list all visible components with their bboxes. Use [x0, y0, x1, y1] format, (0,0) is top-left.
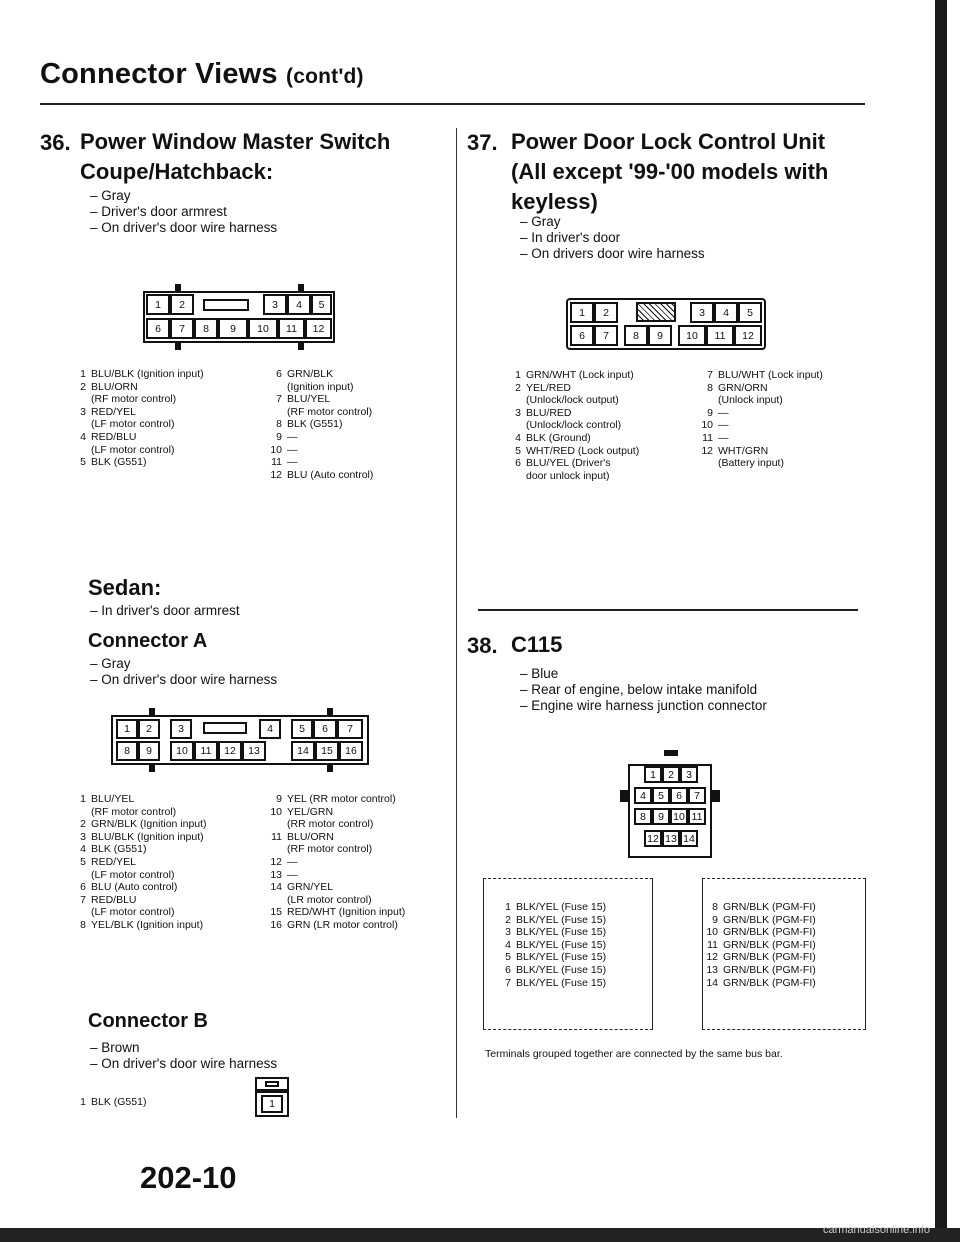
section-36-title: Power Window Master Switch Coupe/Hatchback:	[80, 129, 391, 184]
section-37-bullets: – Gray – In driver's door – On drivers door wire harness	[520, 214, 705, 262]
header-rule	[40, 103, 865, 105]
section-37-number: 37.	[467, 130, 498, 155]
connector-a-pins-right: 9 YEL (RR motor control) 10 YEL/GRN (RR motor control) 11 BLU/ORN (RF motor control) 12 — 13 — 14 GRN/YEL (LR motor control) 15 RED/WHT (Ignition input) 16 GRN (LR motor control)	[270, 793, 406, 931]
connector-b-diagram: 1	[255, 1077, 289, 1117]
connector-b-heading: Connector B	[88, 1010, 208, 1032]
connector-a-bullets: – Gray – On driver's door wire harness	[90, 656, 277, 688]
connector-37-diagram: 1 2 3 4 5 6 7 8 9 10 11 12	[566, 298, 766, 354]
connector-36-diagram: 1 2 3 4 5 6 7 8 9 10 11 12	[143, 284, 335, 350]
section-38-bullets: – Blue – Rear of engine, below intake manifold – Engine wire harness junction connector	[520, 666, 767, 714]
bottom-edge	[0, 1228, 960, 1242]
binding-edge	[935, 0, 947, 1242]
bus-bar-group-1-pins: 1 BLK/YEL (Fuse 15) 2 BLK/YEL (Fuse 15) 3 BLK/YEL (Fuse 15) 4 BLK/YEL (Fuse 15) 5 BLK/YEL (Fuse 15) 6 BLK/YEL (Fuse 15) 7 BLK/YEL (Fuse 15)	[505, 901, 607, 989]
section-36-pins-right: 6 GRN/BLK (Ignition input) 7 BLU/YEL (RF motor control) 8 BLK (G551) 9 — 10 — 11 — 12 BLU (Auto control)	[270, 368, 374, 481]
section-37-pins-right: 7 BLU/WHT (Lock input) 8 GRN/ORN (Unlock input) 9 — 10 — 11 — 12 WHT/GRN (Battery input)	[701, 369, 823, 470]
connector-b-pin: 1 BLK (G551)	[80, 1096, 147, 1108]
connector-b-bullets: – Brown – On driver's door wire harness	[90, 1040, 277, 1072]
bus-bar-note: Terminals grouped together are connected by the same bus bar.	[485, 1048, 783, 1060]
section-36-pins-left: 1 BLU/BLK (Ignition input) 2 BLU/ORN (RF motor control) 3 RED/YEL (LF motor control) 4 RED/BLU (LF motor control) 5 BLK (G551)	[80, 368, 204, 469]
column-divider	[456, 128, 457, 1118]
bus-bar-group-2-pins: 8 GRN/BLK (PGM-FI) 9 GRN/BLK (PGM-FI) 10 GRN/BLK (PGM-FI) 11 GRN/BLK (PGM-FI) 12 GRN/BLK (PGM-FI) 13 GRN/BLK (PGM-FI) 14 GRN/BLK (PGM-FI)	[706, 901, 816, 989]
sedan-bullets: – In driver's door armrest	[90, 603, 240, 619]
section-divider	[478, 609, 858, 611]
page-number: 202-10	[140, 1160, 237, 1195]
section-36-bullets: – Gray – Driver's door armrest – On driver's door wire harness	[90, 188, 277, 236]
section-38-title: C115	[511, 632, 563, 657]
section-38-number: 38.	[467, 633, 498, 658]
section-37-title: Power Door Lock Control Unit (All except '99-'00 models with keyless)	[511, 129, 829, 214]
connector-a-heading: Connector A	[88, 630, 208, 652]
connector-a-pins-left: 1 BLU/YEL (RF motor control) 2 GRN/BLK (Ignition input) 3 BLU/BLK (Ignition input) 4 BLK (G551) 5 RED/YEL (LF motor control) 6 BLU (Auto control) 7 RED/BLU (LF motor control) 8 YEL/BLK (Ignition input)	[80, 793, 207, 931]
connector-a-diagram: 1 2 3 4 5 6 7 8 9 10 11 12 13 14 15 16	[111, 708, 369, 772]
watermark: carmanualsonline.info	[822, 1224, 930, 1236]
section-36-number: 36.	[40, 130, 71, 155]
section-37-pins-left: 1 GRN/WHT (Lock input) 2 YEL/RED (Unlock/lock output) 3 BLU/RED (Unlock/lock control) 4 BLK (Ground) 5 WHT/RED (Lock output) 6 BLU/YEL (Driver's door unlock input)	[515, 369, 640, 482]
sedan-heading: Sedan:	[88, 575, 162, 600]
page-title: Connector Views (cont'd)	[40, 58, 364, 90]
c115-connector-diagram: 1 2 3 4 5 6 7 8 9 10 11 12 13 14	[620, 750, 720, 862]
